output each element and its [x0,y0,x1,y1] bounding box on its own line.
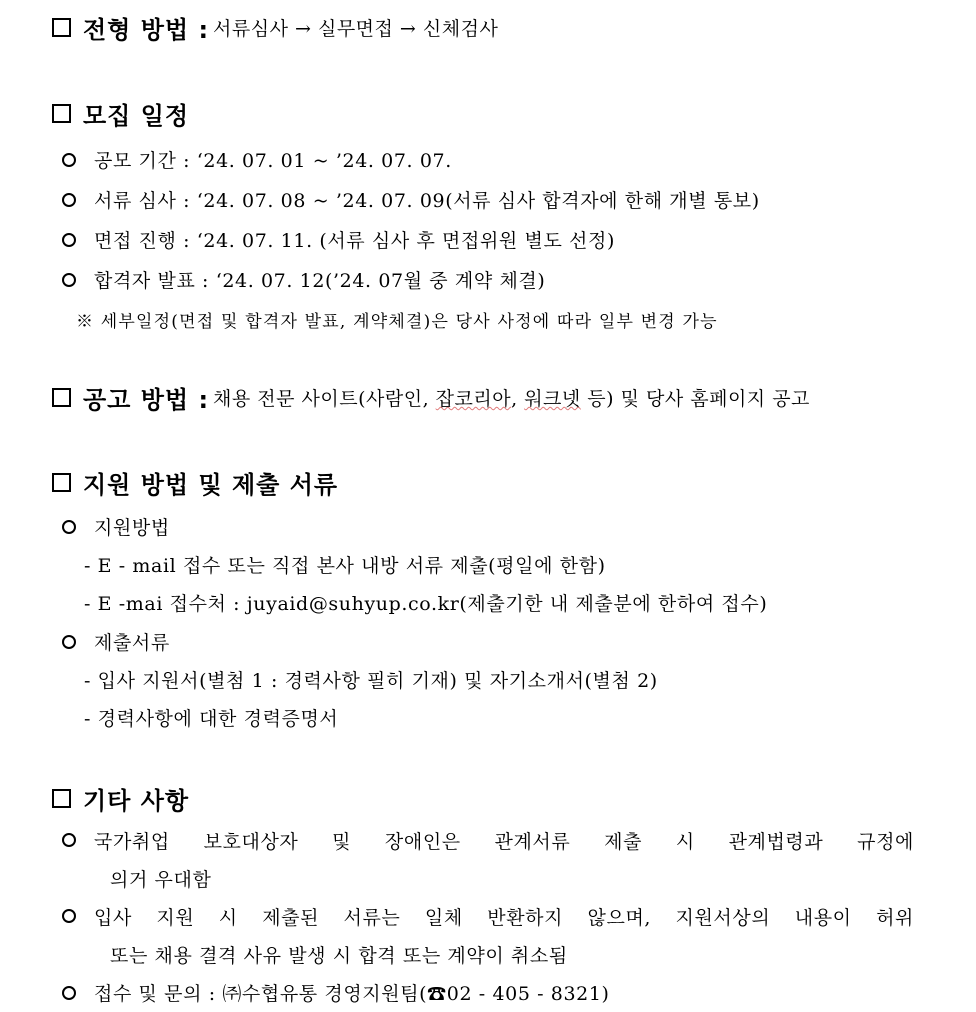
checkbox-square-icon [52,104,71,123]
circle-bullet-icon [62,233,76,247]
circle-bullet-icon [62,193,76,207]
section-selection-heading [52,10,498,45]
circle-bullet-icon [62,833,76,847]
checkbox-square-icon [52,473,71,492]
docs-item: - 입사 지원서(별첨 1 : 경력사항 필히 기재) 및 자기소개서(별첨 2) [84,670,658,692]
list-item [84,704,338,731]
list-item [62,979,610,1006]
list-item [62,186,760,213]
section-desc: 서류심사 → 실무면접 → 신체검사 [213,18,499,40]
desc-part: 등) 및 당사 홈페이지 공고 [580,388,810,410]
list-item [62,628,170,655]
section-other-heading [52,781,189,816]
schedule-note [76,307,718,332]
desc-site-name: 워크넷 [524,388,581,410]
list-item [84,666,658,693]
list-item-continuation [110,865,211,892]
desc-part: 채용 전문 사이트(사람인, [213,388,436,410]
other-item-text: 의거 우대함 [110,869,212,891]
section-title: 기타 사항 [83,787,190,815]
schedule-item-text: 합격자 발표 : ‘24. 07. 12(’24. 07월 중 계약 체결) [94,270,546,292]
apply-method-item: - E -mai 접수처 : juyaid@suhyup.co.kr(제출기한 내 제출분에 한하여 접수) [84,593,768,615]
section-schedule-heading [52,96,189,131]
list-item [62,266,545,293]
contact-text: 접수 및 문의 : ㈜수협유통 경영지원팀(☎02 - 405 - 8321) [94,983,610,1005]
schedule-item-text: 면접 진행 : ‘24. 07. 11. (서류 심사 후 면접위원 별도 선정) [94,230,615,252]
apply-method-label: 지원방법 [94,517,170,539]
other-item-text: 국가취업 보호대상자 및 장애인은 관계서류 제출 시 관계법령과 규정에 [94,831,914,853]
section-desc [213,384,810,411]
checkbox-square-icon [52,18,71,37]
circle-bullet-icon [62,635,76,649]
apply-method-item: - E - mail 접수 또는 직접 본사 내방 서류 제출(평일에 한함) [84,555,606,577]
list-item [84,589,767,616]
section-title: 공고 방법 : [83,386,210,414]
circle-bullet-icon [62,986,76,1000]
checkbox-square-icon [52,789,71,808]
desc-part: , [511,388,525,410]
list-item [84,551,606,578]
list-item-continuation [110,941,568,968]
list-item [62,903,914,930]
other-item-text: 또는 채용 결격 사유 발생 시 합격 또는 계약이 취소됨 [110,945,568,967]
checkbox-square-icon [52,388,71,407]
section-title: 모집 일정 [83,102,190,130]
circle-bullet-icon [62,520,76,534]
list-item [62,513,170,540]
schedule-item-text: 공모 기간 : ‘24. 07. 01 ~ ’24. 07. 07. [94,150,452,172]
docs-item: - 경력사항에 대한 경력증명서 [84,708,339,730]
section-title: 전형 방법 : [83,16,210,44]
section-apply-heading [52,465,338,500]
list-item [62,226,615,253]
note-text: ※ 세부일정(면접 및 합격자 발표, 계약체결)은 당사 사정에 따라 일부 변경 가능 [76,312,718,332]
docs-label: 제출서류 [94,632,170,654]
desc-site-name: 잡코리아 [435,388,512,410]
circle-bullet-icon [62,909,76,923]
list-item [62,146,452,173]
circle-bullet-icon [62,273,76,287]
other-item-text: 입사 지원 시 제출된 서류는 일체 반환하지 않으며, 지원서상의 내용이 허위 [94,907,914,929]
circle-bullet-icon [62,153,76,167]
section-title: 지원 방법 및 제출 서류 [83,471,339,499]
section-notice-heading [52,380,810,415]
list-item [62,827,914,854]
schedule-item-text: 서류 심사 : ‘24. 07. 08 ~ ’24. 07. 09(서류 심사 합격자에 한해 개별 통보) [94,190,760,212]
